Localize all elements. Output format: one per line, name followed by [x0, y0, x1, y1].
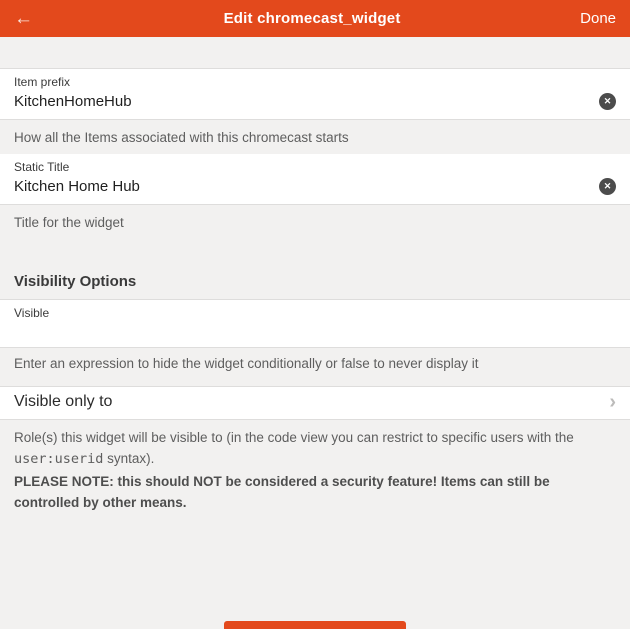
roles-helper-text: Role(s) this widget will be visible to (in the code view you can restrict to specific users with the user:userid syntax). — [14, 430, 574, 467]
visible-label: Visible — [14, 306, 50, 320]
done-button[interactable]: Done — [580, 10, 616, 27]
page-title: Edit chromecast_widget — [223, 10, 401, 27]
clear-icon[interactable]: ✕ — [599, 93, 616, 110]
home-indicator-bar[interactable] — [224, 621, 406, 629]
clear-icon[interactable]: ✕ — [599, 178, 616, 195]
visibility-options-section-title: Visibility Options — [0, 273, 630, 300]
visible-only-to-label: Visible only to — [14, 393, 113, 410]
chevron-right-icon: › — [609, 391, 616, 413]
field-item-prefix — [0, 69, 630, 120]
app-header — [0, 0, 630, 37]
code-snippet: user:userid — [14, 451, 104, 467]
item-prefix-label: Item prefix — [14, 75, 71, 89]
visible-helper: Enter an expression to hide the widget conditionally or false to never display it — [14, 356, 479, 371]
section-gap — [0, 239, 630, 273]
item-prefix-helper: How all the Items associated with this chromecast starts — [14, 130, 349, 145]
item-prefix-input[interactable]: KitchenHomeHub — [14, 93, 132, 110]
visible-only-to-row[interactable] — [0, 386, 630, 420]
back-arrow-icon[interactable]: ← — [14, 8, 33, 29]
field-static-title — [0, 154, 630, 205]
header-spacer — [0, 37, 630, 69]
field-visible[interactable] — [0, 300, 630, 348]
empty-area — [0, 521, 630, 629]
security-note: PLEASE NOTE: this should NOT be considered a security feature! Items can still be controlled by other means. — [14, 474, 550, 510]
visible-only-to-helper — [0, 420, 630, 521]
static-title-helper: Title for the widget — [14, 215, 124, 230]
static-title-input[interactable]: Kitchen Home Hub — [14, 178, 140, 195]
static-title-label: Static Title — [14, 160, 70, 174]
